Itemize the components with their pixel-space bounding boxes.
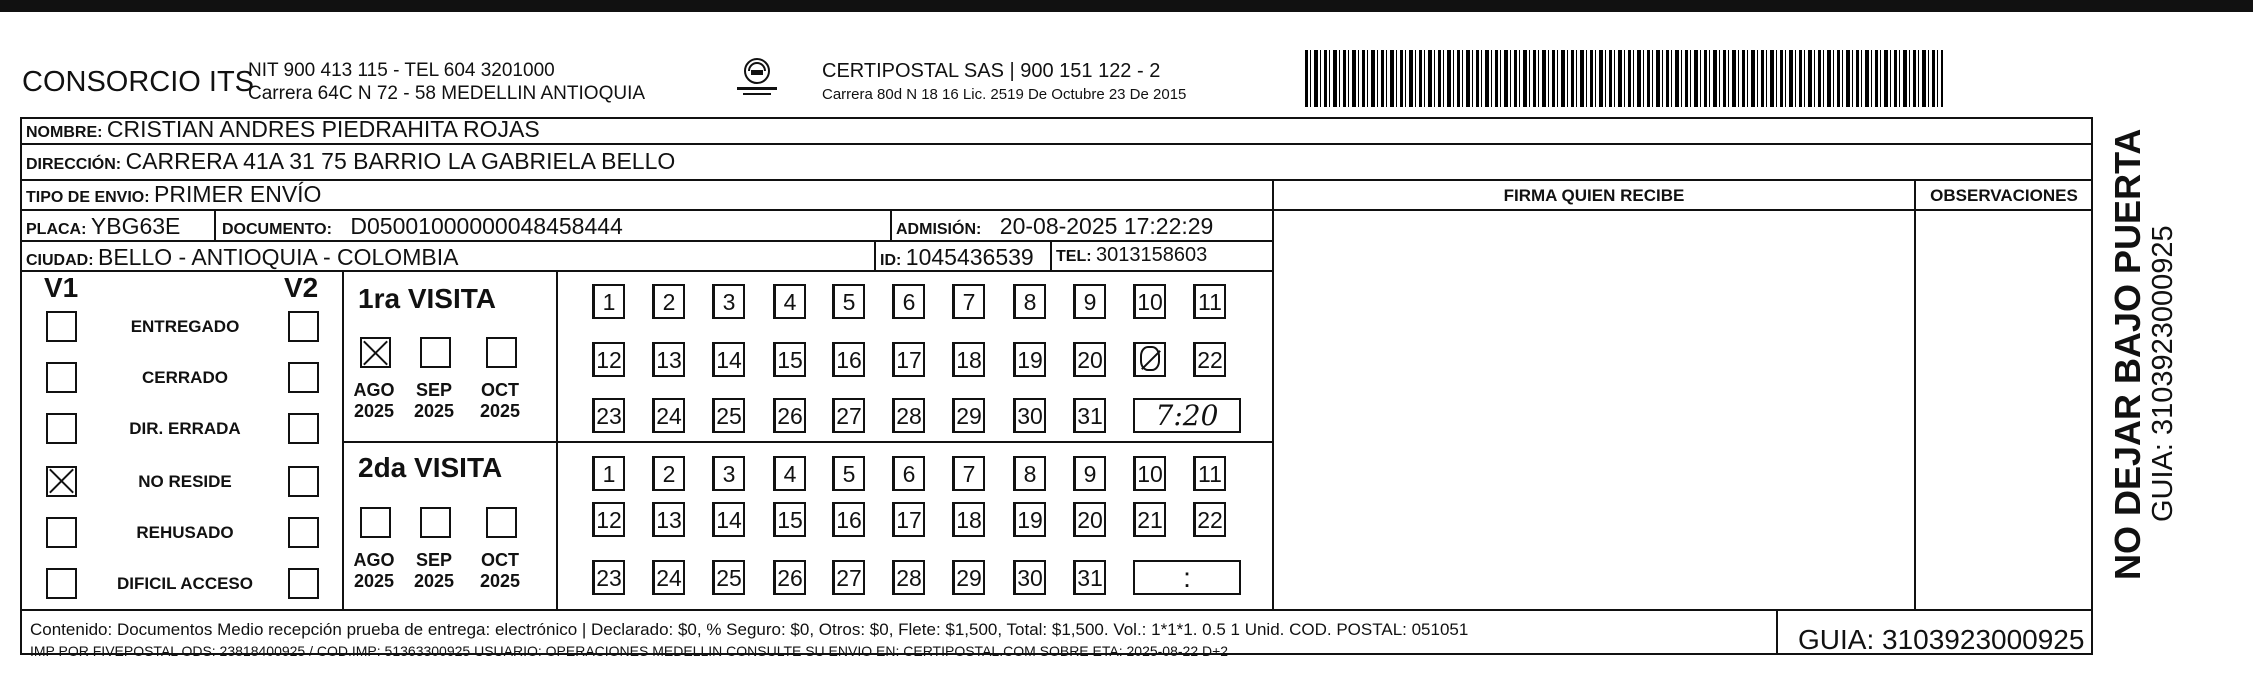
- visit1-day-box[interactable]: 20: [1073, 342, 1106, 377]
- status-label: DIFICIL ACCESO: [116, 574, 253, 593]
- id-field: [880, 244, 1034, 271]
- visit1-day-box[interactable]: 27: [832, 398, 865, 433]
- direccion-value: CARRERA 41A 31 75 BARRIO LA GABRIELA BELLO: [125, 148, 676, 174]
- visit2-day-box[interactable]: 16: [832, 502, 865, 537]
- visit2-day-box[interactable]: 2: [652, 456, 685, 491]
- visit2-day-box[interactable]: 10: [1133, 456, 1166, 491]
- divider: [1914, 179, 1916, 609]
- v1-checkbox[interactable]: [46, 413, 77, 444]
- v2-checkbox[interactable]: [288, 311, 319, 342]
- placa-label: PLACA:: [26, 221, 87, 238]
- v2-checkbox[interactable]: [288, 362, 319, 393]
- v2-checkbox[interactable]: [288, 413, 319, 444]
- footer-guia: GUIA: 3103923000925: [1798, 624, 2085, 655]
- side-warning: NO DEJAR BAJO PUERTA: [2107, 128, 2148, 580]
- visit1-day-box[interactable]: 25: [712, 398, 745, 433]
- admision-label: ADMISIÓN:: [896, 221, 982, 238]
- visit1-day-box[interactable]: 15: [773, 342, 806, 377]
- divider: [20, 179, 2093, 181]
- visit2-day-box[interactable]: 21: [1133, 502, 1166, 537]
- visit2-month-label: [344, 550, 404, 592]
- visit1-day-box[interactable]: 1: [592, 284, 625, 319]
- firma-header: FIRMA QUIEN RECIBE: [1503, 186, 1685, 205]
- divider: [890, 209, 892, 240]
- visit2-month-label: [470, 550, 530, 592]
- visit1-day-box[interactable]: 3: [712, 284, 745, 319]
- visit2-day-box[interactable]: 20: [1073, 502, 1106, 537]
- visit1-month-checkbox[interactable]: [486, 337, 517, 368]
- divider: [1050, 240, 1052, 270]
- visit2-day-box[interactable]: 8: [1013, 456, 1046, 491]
- visit2-title: 2da VISITA: [358, 452, 503, 483]
- month-name: OCT: [481, 550, 519, 570]
- month-name: SEP: [415, 380, 453, 400]
- divider: [214, 209, 216, 240]
- visit1-day-box[interactable]: 9: [1073, 284, 1106, 319]
- visit2-day-box[interactable]: 7: [952, 456, 985, 491]
- certipostal-logo-icon: [733, 55, 781, 103]
- month-year: 2025: [413, 401, 455, 421]
- tipo-row: [26, 181, 321, 208]
- tel-field: [1056, 244, 1207, 267]
- nombre-row: [26, 116, 540, 143]
- v1-checkbox[interactable]: [46, 466, 77, 497]
- status-label: REHUSADO: [136, 523, 234, 542]
- divider: [20, 143, 2093, 145]
- ciudad-value: BELLO - ANTIOQUIA - COLOMBIA: [98, 244, 459, 270]
- visit1-day-box[interactable]: 18: [952, 342, 985, 377]
- month-year: 2025: [353, 401, 395, 421]
- divider: [1272, 179, 1274, 609]
- visit2-day-box[interactable]: 1: [592, 456, 625, 491]
- status-label: NO RESIDE: [138, 472, 232, 491]
- direccion-label: DIRECCIÓN:: [26, 156, 122, 173]
- visit1-day-box[interactable]: 30: [1013, 398, 1046, 433]
- visit1-day-box[interactable]: 12: [592, 342, 625, 377]
- visit1-day-box[interactable]: 13: [652, 342, 685, 377]
- visit1-time-field[interactable]: 7:20: [1133, 398, 1241, 433]
- month-year: 2025: [479, 401, 521, 421]
- month-name: OCT: [481, 380, 519, 400]
- barcode-icon: [1305, 50, 1943, 107]
- visit1-day-box[interactable]: 10: [1133, 284, 1166, 319]
- admision-field: [896, 213, 1213, 240]
- v2-checkbox[interactable]: [288, 517, 319, 548]
- ciudad-label: CIUDAD:: [26, 252, 94, 269]
- visit2-month-checkbox[interactable]: [360, 507, 391, 538]
- status-label: DIR. ERRADA: [129, 419, 241, 438]
- divider: [20, 609, 2093, 611]
- visit1-day-box[interactable]: 26: [773, 398, 806, 433]
- visit2-day-box[interactable]: 24: [652, 560, 685, 595]
- month-name: AGO: [353, 380, 395, 400]
- visit2-month-label: [404, 550, 464, 592]
- month-year: 2025: [353, 571, 395, 591]
- visit1-day-box[interactable]: 29: [952, 398, 985, 433]
- visit1-day-box[interactable]: 6: [892, 284, 925, 319]
- v2-header: V2: [284, 272, 319, 303]
- v1-header: V1: [44, 272, 79, 303]
- id-value: 1045436539: [905, 244, 1034, 270]
- carrier-info: CERTIPOSTAL SAS | 900 151 122 - 2: [822, 60, 1161, 82]
- visit1-day-box[interactable]: 8: [1013, 284, 1046, 319]
- visit1-day-box[interactable]: 5: [832, 284, 865, 319]
- visit2-day-box[interactable]: 23: [592, 560, 625, 595]
- visit1-day-box[interactable]: 24: [652, 398, 685, 433]
- visit1-day-box[interactable]: 23: [592, 398, 625, 433]
- visit1-title: 1ra VISITA: [358, 283, 496, 314]
- visit2-time-field[interactable]: :: [1133, 560, 1241, 595]
- direccion-row: [26, 148, 675, 175]
- visit2-month-checkbox[interactable]: [420, 507, 451, 538]
- visit2-month-checkbox[interactable]: [486, 507, 517, 538]
- status-label: ENTREGADO: [130, 317, 240, 336]
- visit2-day-box[interactable]: 5: [832, 456, 865, 491]
- documento-label: DOCUMENTO:: [222, 221, 332, 238]
- visit1-day-box[interactable]: 14: [712, 342, 745, 377]
- visit1-day-box[interactable]: 16: [832, 342, 865, 377]
- side-guia: GUIA: 3103923000925: [2147, 225, 2179, 522]
- placa-field: [26, 213, 180, 240]
- footer-content: Contenido: Documentos Medio recepción prueba de entrega: electrónico | Declarado: $0, % Seguro: $0, Otros: $0, Flete: $1,500, Total: $1,500. Vol.: 1*1*1. 0.5 1 Unid. COD. POSTAL: 051051: [30, 620, 1469, 639]
- visit2-day-box[interactable]: 29: [952, 560, 985, 595]
- visit2-day-box[interactable]: 26: [773, 560, 806, 595]
- divider: [1776, 609, 1778, 655]
- divider: [20, 240, 1273, 242]
- placa-value: YBG63E: [90, 213, 181, 239]
- visit1-day-box[interactable]: 4: [773, 284, 806, 319]
- divider: [874, 240, 876, 270]
- v1-checkbox[interactable]: [46, 311, 77, 342]
- divider: [20, 209, 2093, 211]
- nombre-value: CRISTIAN ANDRES PIEDRAHITA ROJAS: [106, 116, 540, 142]
- footer-imp: IMP POR FIVEPOSTAL ODS: 23818400925 / COD.IMP: 51363300925 USUARIO: OPERACIONES MEDELLIN CONSULTE SU ENVIO EN: CERTIPOSTAL.COM SOBRE ETA: 2025-08-22 D+2: [30, 643, 1229, 659]
- tel-value: 3013158603: [1096, 244, 1208, 266]
- visit2-day-box[interactable]: 4: [773, 456, 806, 491]
- visit2-day-box[interactable]: 14: [712, 502, 745, 537]
- month-name: SEP: [415, 550, 453, 570]
- visit1-day-box[interactable]: 7: [952, 284, 985, 319]
- visit2-day-box[interactable]: 19: [1013, 502, 1046, 537]
- divider: [342, 441, 1273, 443]
- visit1-day-box[interactable]: 22: [1193, 342, 1226, 377]
- visit1-day-box[interactable]: 19: [1013, 342, 1046, 377]
- visit2-day-box[interactable]: 30: [1013, 560, 1046, 595]
- visit1-month-label: [344, 380, 404, 422]
- visit2-day-box[interactable]: 6: [892, 456, 925, 491]
- documento-field: [222, 213, 623, 240]
- visit2-day-box[interactable]: 11: [1193, 456, 1226, 491]
- visit2-day-box[interactable]: 18: [952, 502, 985, 537]
- company-address: Carrera 64C N 72 - 58 MEDELLIN ANTIOQUIA: [248, 83, 646, 104]
- v1-checkbox[interactable]: [46, 568, 77, 599]
- tipo-label: TIPO DE ENVIO:: [26, 189, 150, 206]
- visit1-day-box[interactable]: 11: [1193, 284, 1226, 319]
- visit2-day-box[interactable]: 17: [892, 502, 925, 537]
- admision-value: 20-08-2025 17:22:29: [999, 213, 1214, 239]
- visit1-month-label: [404, 380, 464, 422]
- top-border-bar: [0, 0, 2253, 12]
- visit2-day-box[interactable]: 31: [1073, 560, 1106, 595]
- divider: [556, 270, 558, 609]
- tipo-value: PRIMER ENVÍO: [154, 181, 322, 207]
- v2-checkbox[interactable]: [288, 568, 319, 599]
- visit1-day-box[interactable]: [1133, 342, 1166, 377]
- month-name: AGO: [353, 550, 395, 570]
- visit2-day-box[interactable]: 22: [1193, 502, 1226, 537]
- v2-checkbox[interactable]: [288, 466, 319, 497]
- nombre-label: NOMBRE:: [26, 124, 103, 141]
- visit1-day-box[interactable]: 17: [892, 342, 925, 377]
- visit2-day-box[interactable]: 25: [712, 560, 745, 595]
- visit1-day-box[interactable]: 28: [892, 398, 925, 433]
- tel-label: TEL:: [1056, 248, 1092, 265]
- ciudad-field: [26, 244, 458, 271]
- month-year: 2025: [413, 571, 455, 591]
- visit2-day-box[interactable]: 12: [592, 502, 625, 537]
- carrier-address: Carrera 80d N 18 16 Lic. 2519 De Octubre 23 De 2015: [822, 86, 1187, 103]
- visit2-day-box[interactable]: 9: [1073, 456, 1106, 491]
- documento-value: D05001000000048458444: [350, 213, 623, 239]
- v1-checkbox[interactable]: [46, 517, 77, 548]
- v1-checkbox[interactable]: [46, 362, 77, 393]
- visit2-day-box[interactable]: 3: [712, 456, 745, 491]
- visit2-day-box[interactable]: 15: [773, 502, 806, 537]
- id-label: ID:: [880, 252, 902, 269]
- company-name: CONSORCIO ITS: [22, 66, 255, 98]
- visit1-month-checkbox[interactable]: [420, 337, 451, 368]
- company-nit: NIT 900 413 115 - TEL 604 3201000: [248, 60, 555, 81]
- visit2-day-box[interactable]: 27: [832, 560, 865, 595]
- month-year: 2025: [479, 571, 521, 591]
- visit2-day-box[interactable]: 13: [652, 502, 685, 537]
- visit1-day-box[interactable]: 2: [652, 284, 685, 319]
- visit1-month-label: [470, 380, 530, 422]
- visit2-day-box[interactable]: 28: [892, 560, 925, 595]
- visit1-month-checkbox[interactable]: [360, 337, 391, 368]
- observaciones-header: OBSERVACIONES: [1930, 186, 2078, 205]
- status-label: CERRADO: [142, 368, 228, 387]
- visit1-day-box[interactable]: 31: [1073, 398, 1106, 433]
